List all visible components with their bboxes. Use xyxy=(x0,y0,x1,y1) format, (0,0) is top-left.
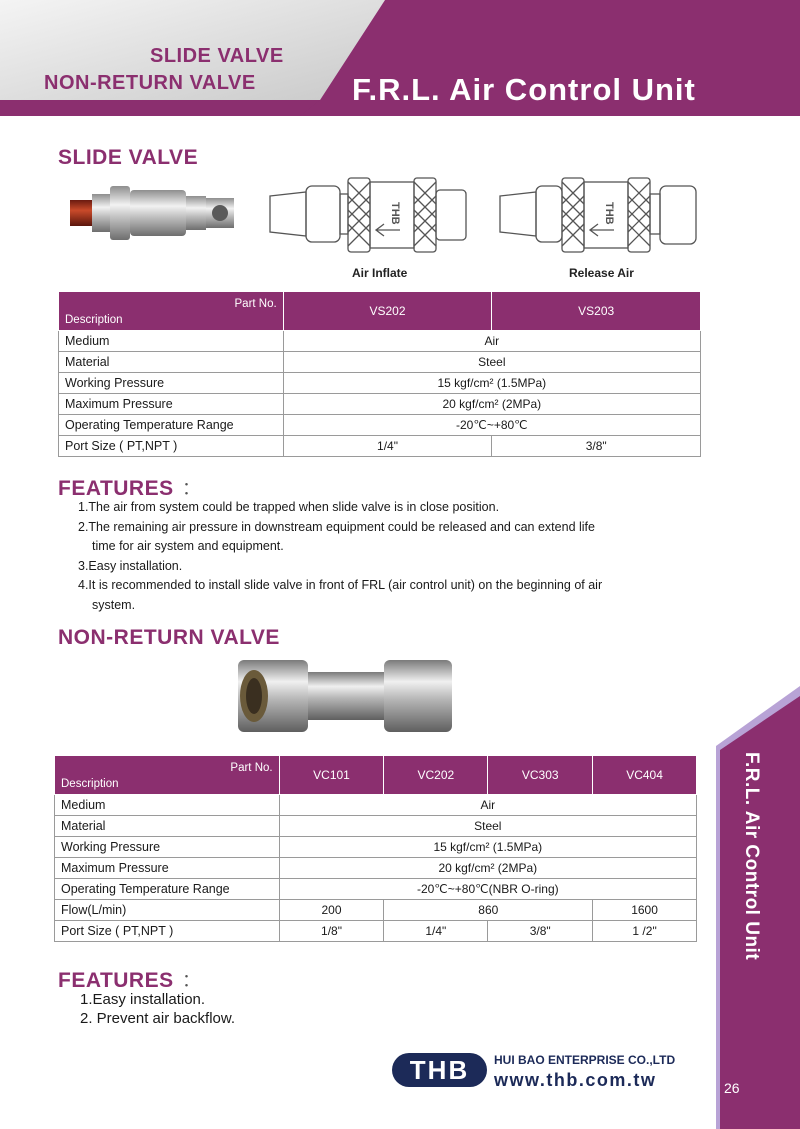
row-label: Working Pressure xyxy=(59,373,284,394)
list-item: 2.The remaining air pressure in downstream equipment could be released and can extend life xyxy=(78,519,595,534)
slide-valve-photo xyxy=(66,180,238,250)
model-header: VC404 xyxy=(593,756,697,795)
row-value: Steel xyxy=(283,352,700,373)
model-header: VS202 xyxy=(283,292,492,331)
list-item: 1.Easy installation. xyxy=(80,991,206,1008)
row-value: -20℃~+80℃ xyxy=(283,415,700,436)
non-return-valve-photo xyxy=(234,656,456,736)
row-value: 20 kgf/cm² (2MPa) xyxy=(279,858,696,879)
slide-valve-air-inflate-diagram xyxy=(266,174,471,256)
row-value: 20 kgf/cm² (2MPa) xyxy=(283,394,700,415)
list-item-continuation: system. xyxy=(92,597,136,612)
header-subtitle-non-return-valve: NON-RETURN VALVE xyxy=(44,72,256,94)
model-header: VC101 xyxy=(279,756,384,795)
diagram-logo-text: THB xyxy=(389,202,401,225)
row-value: 15 kgf/cm² (1.5MPa) xyxy=(279,837,696,858)
side-tab-label: F.R.L. Air Control Unit xyxy=(741,752,762,961)
table-row xyxy=(55,921,697,942)
list-item: 2. Prevent air backflow. xyxy=(80,1010,236,1027)
flow-value: 1600 xyxy=(593,900,697,921)
table-row xyxy=(59,352,701,373)
description-label: Description xyxy=(61,778,119,790)
header-subtitle-slide-valve: SLIDE VALVE xyxy=(150,45,284,67)
row-label: Medium xyxy=(55,795,280,816)
port-size-value: 1/4" xyxy=(384,921,488,942)
row-label: Port Size ( PT,NPT ) xyxy=(55,921,280,942)
row-label: Operating Temperature Range xyxy=(55,879,280,900)
non-return-valve-spec-table xyxy=(54,755,697,942)
non-return-valve-title: NON-RETURN VALVE xyxy=(58,626,280,649)
table-row xyxy=(59,436,701,457)
port-size-value: 1 /2" xyxy=(593,921,697,942)
port-size-value: 1/8" xyxy=(279,921,384,942)
row-value: 15 kgf/cm² (1.5MPa) xyxy=(283,373,700,394)
row-label: Medium xyxy=(59,331,284,352)
slide-valve-release-air-diagram xyxy=(496,174,701,256)
list-item-continuation: time for air system and equipment. xyxy=(92,539,284,554)
flow-value: 860 xyxy=(384,900,593,921)
table-row xyxy=(59,331,701,352)
row-label: Maximum Pressure xyxy=(59,394,284,415)
page-number: 26 xyxy=(724,1080,740,1096)
table-row xyxy=(55,900,697,921)
port-size-value: 3/8" xyxy=(488,921,593,942)
page-header xyxy=(0,0,800,116)
page-title: F.R.L. Air Control Unit xyxy=(352,72,696,107)
model-header: VS203 xyxy=(492,292,701,331)
thb-logo: THB xyxy=(392,1053,487,1087)
diagram-logo-text: THB xyxy=(603,202,615,225)
table-row xyxy=(55,837,697,858)
part-no-label: Part No. xyxy=(234,298,277,310)
port-size-value: 3/8" xyxy=(492,436,701,457)
list-item: 1.The air from system could be trapped when slide valve is in close position. xyxy=(78,500,500,514)
table-row xyxy=(59,373,701,394)
table-row xyxy=(55,879,697,900)
slide-valve-title: SLIDE VALVE xyxy=(58,146,199,169)
company-name: HUI BAO ENTERPRISE CO.,LTD xyxy=(494,1053,676,1067)
row-label: Flow(L/min) xyxy=(55,900,280,921)
caption-release-air: Release Air xyxy=(569,266,634,280)
non-return-valve-features-title: FEATURES ： xyxy=(58,969,204,992)
table-row xyxy=(55,816,697,837)
flow-value: 200 xyxy=(279,900,384,921)
row-value: Air xyxy=(283,331,700,352)
row-label: Material xyxy=(59,352,284,373)
table-row xyxy=(55,795,697,816)
slide-valve-features-title: FEATURES ： xyxy=(58,477,204,500)
row-label: Port Size ( PT,NPT ) xyxy=(59,436,284,457)
row-label: Working Pressure xyxy=(55,837,280,858)
table-header-row xyxy=(59,292,701,331)
slide-valve-spec-table xyxy=(58,291,701,457)
row-label: Operating Temperature Range xyxy=(59,415,284,436)
row-label: Material xyxy=(55,816,280,837)
caption-air-inflate: Air Inflate xyxy=(352,266,408,280)
part-no-label: Part No. xyxy=(230,762,273,774)
model-header: VC303 xyxy=(488,756,593,795)
row-label: Maximum Pressure xyxy=(55,858,280,879)
row-value: Steel xyxy=(279,816,696,837)
row-value: Air xyxy=(279,795,696,816)
slide-valve-features-list xyxy=(78,498,602,616)
table-row xyxy=(59,415,701,436)
row-value: -20℃~+80℃(NBR O-ring) xyxy=(279,879,696,900)
model-header: VC202 xyxy=(384,756,488,795)
table-row xyxy=(59,394,701,415)
table-row xyxy=(55,858,697,879)
table-header-row xyxy=(55,756,697,795)
website-url: www.thb.com.tw xyxy=(494,1070,657,1090)
description-label: Description xyxy=(65,314,123,326)
list-item: 4.It is recommended to install slide valve in front of FRL (air control unit) on the beginning of air xyxy=(78,578,603,593)
list-item: 3.Easy installation. xyxy=(78,558,183,573)
port-size-value: 1/4" xyxy=(283,436,492,457)
non-return-valve-features-list xyxy=(80,990,235,1028)
